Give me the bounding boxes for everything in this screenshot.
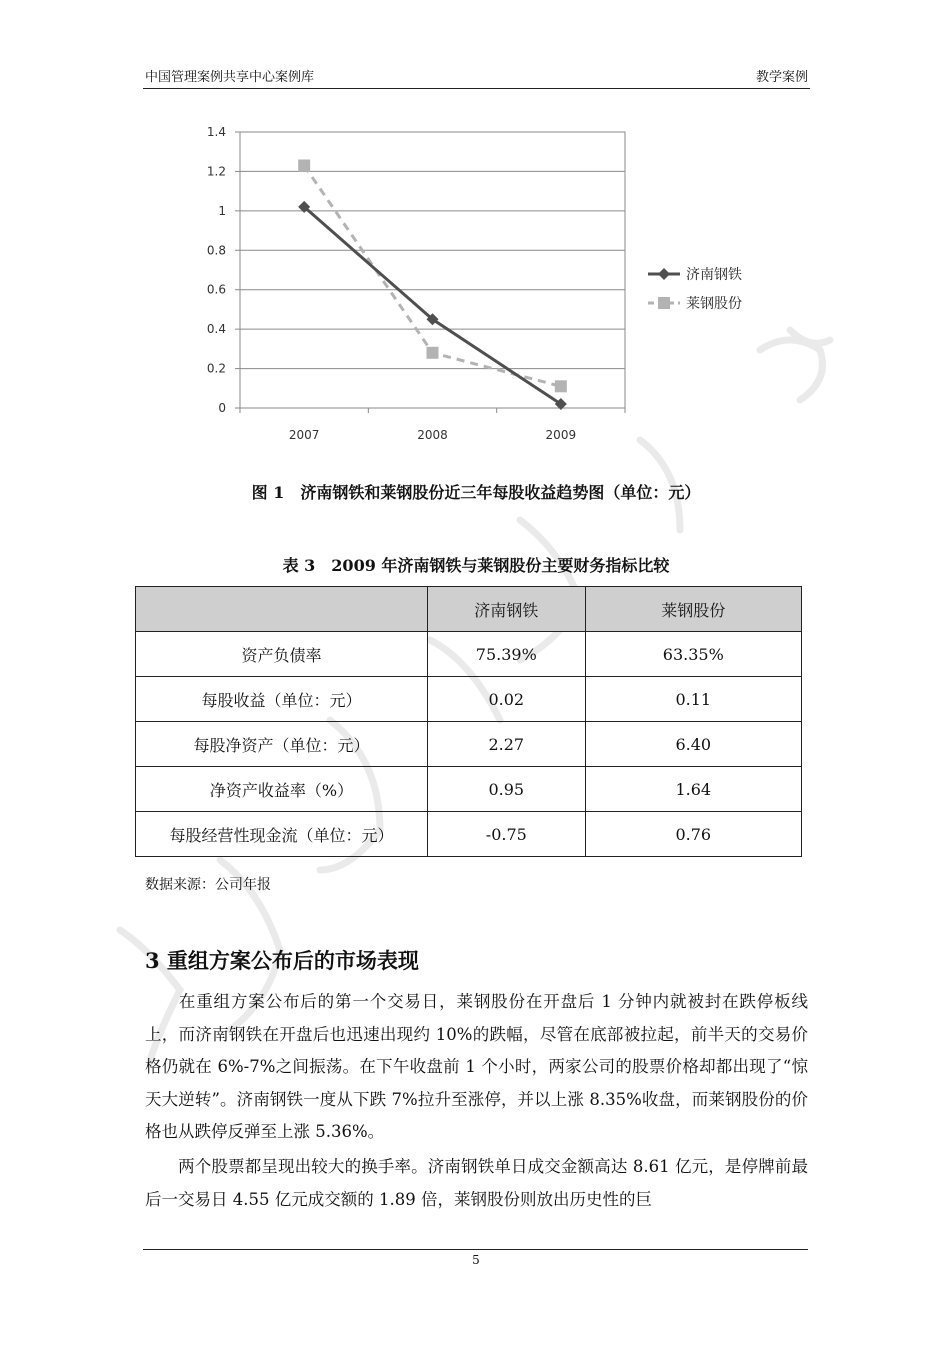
table-header-cell: 济南钢铁	[428, 587, 586, 632]
table-row	[136, 677, 802, 722]
data-point	[298, 160, 310, 172]
data-point	[555, 380, 567, 392]
footer-rule	[143, 1249, 808, 1250]
x-tick-label: 2008	[417, 428, 448, 442]
legend-item	[648, 296, 742, 312]
table-row	[136, 632, 802, 677]
table-cell: 1.64	[585, 767, 801, 812]
y-tick-label: 0.4	[206, 322, 226, 337]
table-header-cell	[136, 587, 428, 632]
series-line	[304, 207, 561, 404]
table-cell-label: 净资产收益率（%）	[136, 767, 428, 812]
table-cell: 6.40	[585, 722, 801, 767]
header-left-text: 中国管理案例共享中心案例库	[145, 70, 315, 85]
table-caption: 表 3 2009 年济南钢铁与莱钢股份主要财务指标比较	[282, 556, 670, 575]
y-tick-label: 0.8	[206, 243, 226, 258]
data-source-note: 数据来源：公司年报	[145, 877, 271, 893]
y-tick-label: 1.2	[206, 164, 226, 179]
y-tick-label: 0.6	[206, 282, 226, 297]
legend-label: 济南钢铁	[686, 267, 742, 283]
header-right-text: 教学案例	[755, 70, 808, 85]
y-tick-label: 1.4	[206, 125, 226, 139]
table-cell-label: 每股收益（单位：元）	[136, 677, 428, 722]
plot-area-border	[240, 132, 625, 408]
table-cell: 0.11	[585, 677, 801, 722]
x-tick-label: 2009	[545, 428, 577, 442]
table-cell: 75.39%	[428, 632, 586, 677]
paragraph-text: 两个股票都呈现出较大的换手率。济南钢铁单日成交金额高达 8.61 亿元，是停牌前最后一交易日 4.55 亿元成交额的 1.89 倍，莱钢股份则放出历史性的巨	[145, 1157, 808, 1209]
y-tick-label: 1	[218, 203, 226, 218]
x-tick-label: 2007	[288, 428, 320, 442]
figure-caption: 图 1 济南钢铁和莱钢股份近三年每股收益趋势图（单位：元）	[251, 483, 701, 502]
legend-label: 莱钢股份	[686, 296, 742, 312]
body-paragraph	[145, 1151, 808, 1216]
table-cell: -0.75	[428, 812, 586, 857]
legend-item	[648, 266, 742, 283]
chart-svg	[190, 120, 770, 460]
table-cell-label: 资产负债率	[136, 632, 428, 677]
table-cell: 63.35%	[585, 632, 801, 677]
table-cell: 0.76	[585, 812, 801, 857]
body-paragraph	[145, 986, 808, 1149]
section-heading: 3 重组方案公布后的市场表现	[145, 948, 419, 973]
table-cell: 0.95	[428, 767, 586, 812]
y-tick-label: 0.2	[206, 361, 226, 376]
table-cell-label: 每股经营性现金流（单位：元）	[136, 812, 428, 857]
table-cell: 0.02	[428, 677, 586, 722]
table-cell: 2.27	[428, 722, 586, 767]
legend-marker	[658, 268, 670, 280]
table-header-row	[136, 587, 802, 632]
table-row	[136, 767, 802, 812]
y-tick-label: 0	[218, 401, 226, 415]
series-2	[298, 160, 567, 393]
chart-legend	[648, 266, 742, 312]
financial-comparison-table	[135, 586, 802, 857]
page-number: 5	[472, 1253, 480, 1267]
eps-trend-chart	[190, 120, 770, 460]
data-point	[427, 347, 439, 359]
table-cell-label: 每股净资产（单位：元）	[136, 722, 428, 767]
chart-gridlines	[240, 132, 625, 408]
table-header-cell: 莱钢股份	[585, 587, 801, 632]
page-header	[143, 62, 810, 89]
legend-marker	[658, 297, 670, 309]
chart-x-ticks	[240, 408, 625, 442]
chart-series	[298, 160, 567, 411]
chart-y-ticks	[207, 125, 240, 415]
table-row	[136, 722, 802, 767]
paragraph-text: 在重组方案公布后的第一个交易日，莱钢股份在开盘后 1 分钟内就被封在跌停板线上，而济南钢铁在开盘后也迅速出现约 10%的跌幅，尽管在底部被拉起，前半天的交易价格仍就在 6%-7%之间振荡。在下午收盘前 1 个小时，两家公司的股票价格却都出现了“惊天大逆转”。济南钢铁一度从下跌 7%拉升至涨停，并以上涨 8.35%收盘，而莱钢股份的价格也从跌停反弹至上涨 5.36%。	[145, 992, 808, 1141]
table-row	[136, 812, 802, 857]
